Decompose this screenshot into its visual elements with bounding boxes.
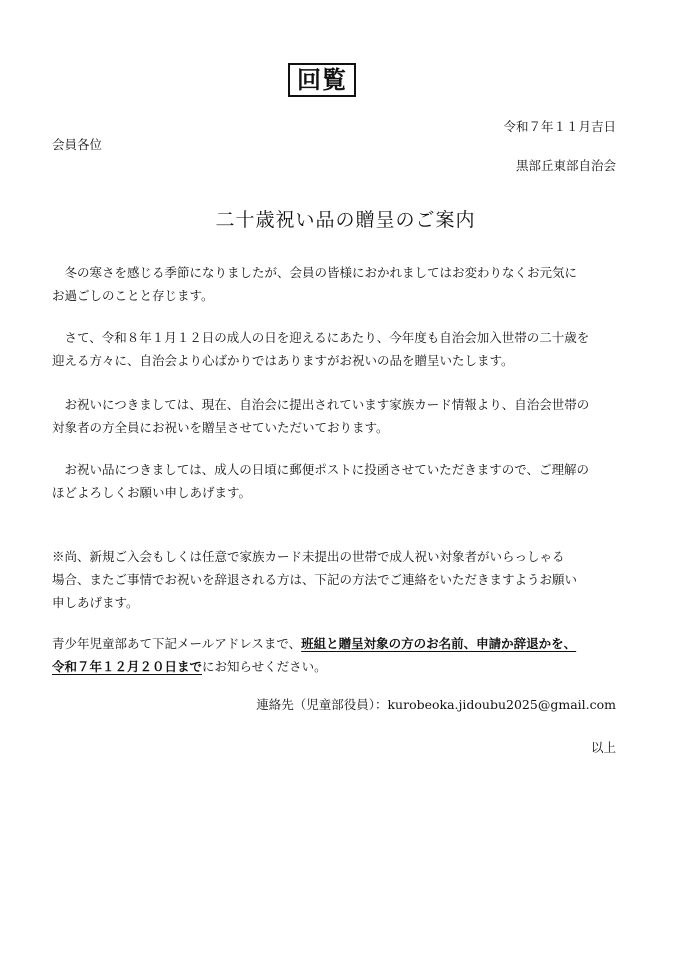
paragraph-line: さて、令和８年１月１２日の成人の日を迎えるにあたり、今年度も自治会加入世帯の二十歳を bbox=[52, 330, 590, 345]
paragraph-line: 迎える方々に、自治会より心ばかりではありますがお祝いの品を贈呈いたします。 bbox=[52, 353, 514, 368]
contact-plain-text: 青少年児童部あて下記メールアドレスまで、 bbox=[52, 636, 302, 651]
paragraph-line bbox=[52, 632, 632, 655]
recipient: 会員各位 bbox=[52, 137, 103, 152]
paragraph-greeting bbox=[52, 261, 632, 307]
paragraph-line: 場合、またご事情でお祝いを辞退される方は、下記の方法でご連絡をいただきますようお願い bbox=[52, 572, 578, 587]
paragraph-line: 申しあげます。 bbox=[52, 595, 139, 610]
paragraph-contact-instructions bbox=[52, 632, 632, 678]
closing-text: 以上 bbox=[590, 740, 616, 755]
contact-plain-text: にお知らせください。 bbox=[202, 659, 327, 674]
paragraph-note bbox=[52, 545, 632, 614]
paragraph-line: お祝いにつきましては、現在、自治会に提出されています家族カード情報より、自治会世帯の bbox=[52, 397, 590, 412]
sender: 黒部丘東部自治会 bbox=[515, 158, 616, 173]
paragraph-delivery bbox=[52, 458, 632, 504]
page-title: 二十歳祝い品の贈呈のご案内 bbox=[215, 209, 476, 231]
issue-date: 令和７年１１月吉日 bbox=[503, 119, 616, 134]
paragraph-line: 対象者の方全員にお祝いを贈呈させていただいております。 bbox=[52, 420, 389, 435]
paragraph-announcement bbox=[52, 326, 632, 372]
contact-emphasis-text: 班組と贈呈対象の方のお名前、申請か辞退かを、 bbox=[301, 636, 577, 651]
paragraph-line: ※尚、新規ご入会もしくは任意で家族カード未提出の世帯で成人祝い対象者がいらっしゃる bbox=[52, 549, 565, 564]
paragraph-line: お祝い品につきましては、成人の日頃に郵便ポストに投函させていただきますので、ご理解の bbox=[52, 462, 590, 477]
paragraph-line: ほどよろしくお願い申しあげます。 bbox=[52, 485, 252, 500]
paragraph-recipients bbox=[52, 393, 632, 439]
contact-email-line: 連絡先（児童部役員）：kurobeoka.jidoubu2025@gmail.com bbox=[256, 697, 616, 712]
paragraph-line: お過ごしのことと存じます。 bbox=[52, 288, 214, 303]
kairan-stamp: 回覧 bbox=[288, 63, 356, 97]
paragraph-line bbox=[52, 655, 632, 678]
deadline-text: 令和７年１２月２０日まで bbox=[52, 659, 203, 674]
paragraph-line: 冬の寒さを感じる季節になりましたが、会員の皆様におかれましてはお変わりなくお元気に bbox=[52, 265, 578, 280]
